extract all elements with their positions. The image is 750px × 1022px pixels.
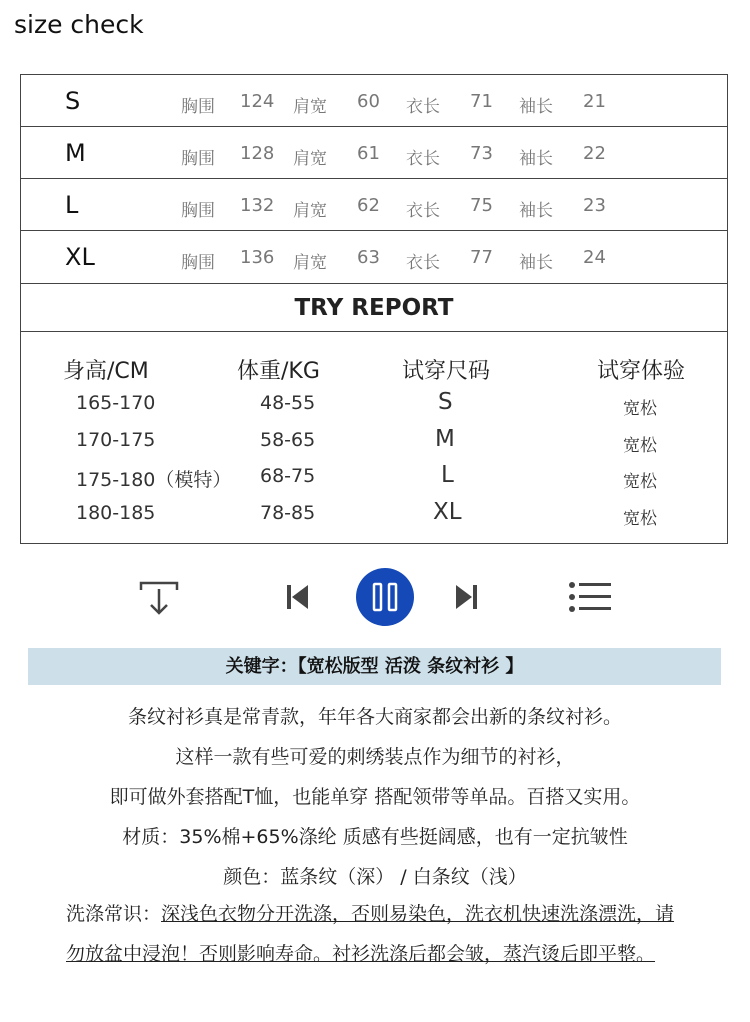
shoulder-value: 61 <box>357 143 380 164</box>
row-weight: 78-85 <box>260 502 316 524</box>
column-size: 试穿尺码 <box>402 359 491 384</box>
row-weight: 48-55 <box>260 392 316 414</box>
description-line: 这样一款有些可爱的刺绣装点作为细节的衬衫， <box>175 746 575 768</box>
chest-value: 136 <box>240 247 275 268</box>
size-row-s <box>21 75 727 127</box>
description-line: 条纹衬衫真是常青款，年年各大商家都会出新的条纹衬衫。 <box>127 706 622 728</box>
size-label: M <box>65 139 86 167</box>
description-line: 颜色：蓝条纹（深） / 白条纹（浅） <box>223 866 527 888</box>
chest-label: 胸围 <box>181 253 215 273</box>
keywords-value: 【宽松版型 活泼 条纹衬衫 】 <box>297 656 524 677</box>
washing-text: 深浅色衣物分开洗涤，否则易染色，洗衣机快速洗涤漂洗，请勿放盆中浸泡！否则影响寿命。衬衫洗涤后都会皱，蒸汽烫后即平整。 <box>66 903 675 965</box>
sleeve-label: 袖长 <box>519 201 553 221</box>
shoulder-label: 肩宽 <box>293 201 327 221</box>
length-value: 75 <box>470 195 493 216</box>
playlist-icon[interactable] <box>568 582 612 616</box>
chest-value: 128 <box>240 143 275 164</box>
sleeve-value: 24 <box>583 247 606 268</box>
row-size: XL <box>433 499 462 525</box>
next-icon[interactable] <box>454 584 478 614</box>
row-height: 180-185 <box>76 502 156 524</box>
column-weight: 体重/KG <box>237 359 320 384</box>
try-report <box>20 283 728 544</box>
length-label: 衣长 <box>406 97 440 117</box>
shoulder-label: 肩宽 <box>293 149 327 169</box>
description-line: 材质：35%棉+65%涤纶 质感有些挺阔感，也有一定抗皱性 <box>122 826 628 848</box>
shoulder-value: 62 <box>357 195 380 216</box>
pause-icon[interactable] <box>356 568 414 630</box>
size-label: S <box>65 87 81 115</box>
chest-label: 胸围 <box>181 149 215 169</box>
column-experience: 试穿体验 <box>597 359 686 384</box>
length-value: 71 <box>470 91 493 112</box>
size-row-xl <box>21 231 727 283</box>
length-value: 77 <box>470 247 493 268</box>
row-size: S <box>438 389 453 415</box>
page-title: size check <box>14 10 144 39</box>
sleeve-label: 袖长 <box>519 253 553 273</box>
size-label: L <box>65 191 79 219</box>
row-experience: 宽松 <box>623 436 657 456</box>
size-row-m <box>21 127 727 179</box>
try-report-header: TRY REPORT <box>21 284 727 332</box>
chest-value: 124 <box>240 91 275 112</box>
shoulder-value: 63 <box>357 247 380 268</box>
size-label: XL <box>65 243 95 271</box>
keywords-label: 关键字： <box>225 656 298 677</box>
download-icon[interactable] <box>138 580 180 622</box>
size-table <box>20 74 728 284</box>
length-label: 衣长 <box>406 201 440 221</box>
row-height: 175-180（模特） <box>76 469 232 491</box>
shoulder-label: 肩宽 <box>293 97 327 117</box>
sleeve-value: 21 <box>583 91 606 112</box>
row-size: M <box>435 426 455 452</box>
row-experience: 宽松 <box>623 472 657 492</box>
chest-label: 胸围 <box>181 201 215 221</box>
shoulder-label: 肩宽 <box>293 253 327 273</box>
row-experience: 宽松 <box>623 509 657 529</box>
previous-icon[interactable] <box>286 584 310 614</box>
chest-label: 胸围 <box>181 97 215 117</box>
sleeve-value: 22 <box>583 143 606 164</box>
sleeve-value: 23 <box>583 195 606 216</box>
description-line: 即可做外套搭配T恤，也能单穿 搭配领带等单品。百搭又实用。 <box>109 786 641 808</box>
row-height: 170-175 <box>76 429 156 451</box>
row-size: L <box>441 462 454 488</box>
length-label: 衣长 <box>406 149 440 169</box>
row-height: 165-170 <box>76 392 156 414</box>
chest-value: 132 <box>240 195 275 216</box>
length-value: 73 <box>470 143 493 164</box>
media-player-bar <box>0 560 750 634</box>
sleeve-label: 袖长 <box>519 149 553 169</box>
row-weight: 68-75 <box>260 465 316 487</box>
washing-label: 洗涤常识： <box>66 903 162 925</box>
washing-instructions <box>66 894 686 974</box>
column-height: 身高/CM <box>63 359 149 384</box>
keywords-bar <box>28 648 721 685</box>
shoulder-value: 60 <box>357 91 380 112</box>
row-weight: 58-65 <box>260 429 316 451</box>
row-experience: 宽松 <box>623 399 657 419</box>
length-label: 衣长 <box>406 253 440 273</box>
sleeve-label: 袖长 <box>519 97 553 117</box>
size-row-l <box>21 179 727 231</box>
